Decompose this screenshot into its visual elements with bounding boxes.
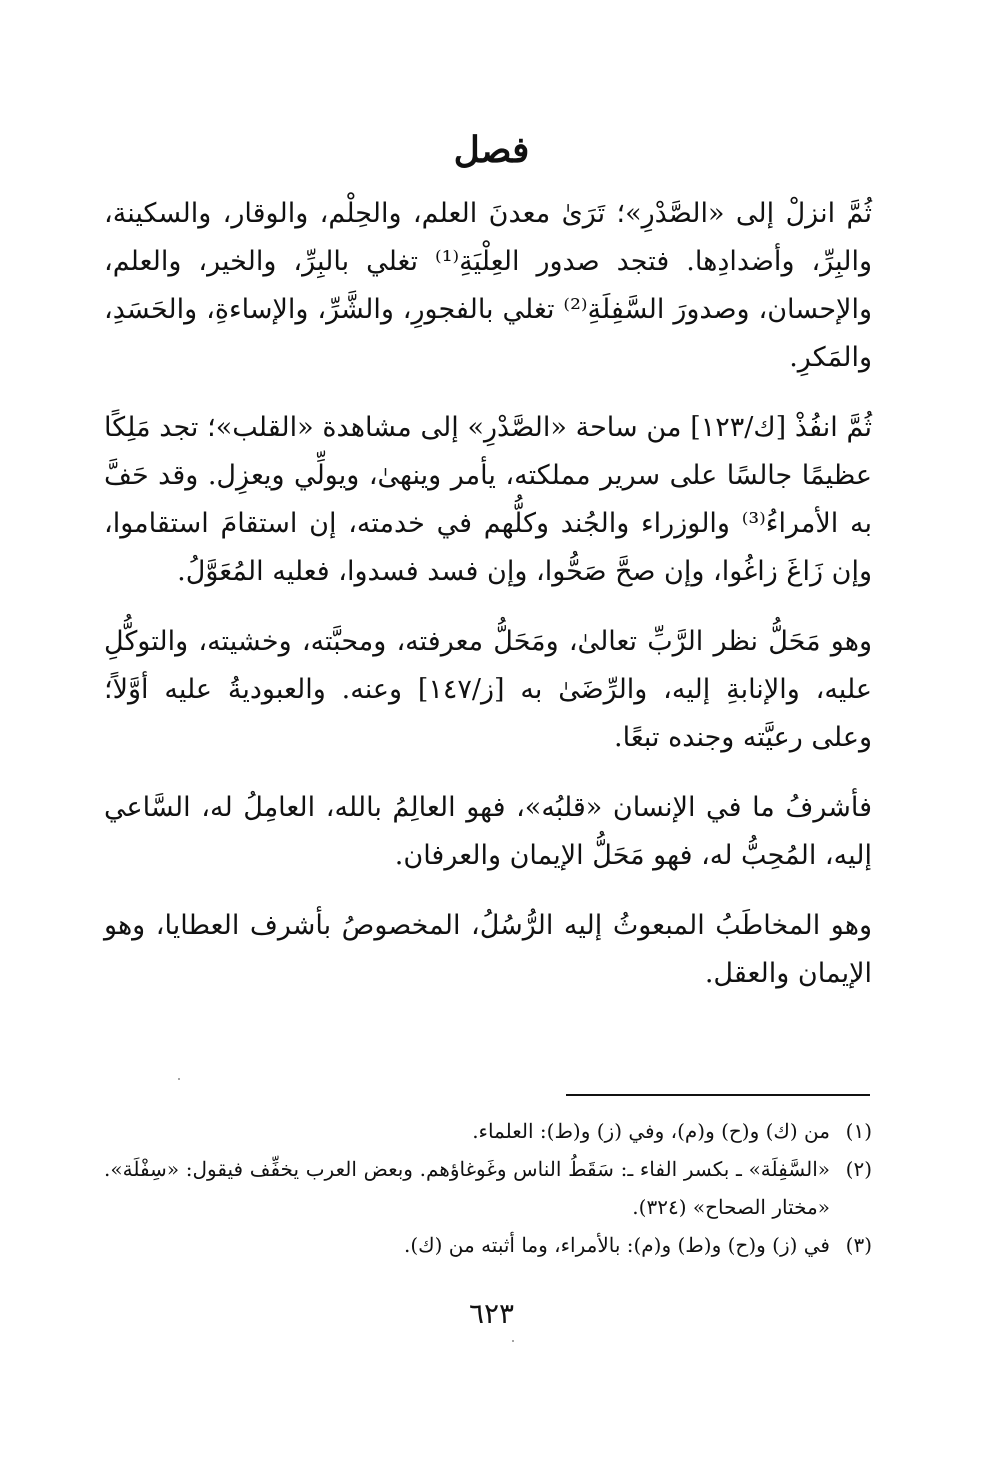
footnotes bbox=[104, 1112, 872, 1264]
footnote-number: (٢) bbox=[845, 1157, 872, 1181]
paragraph: وهو مَحَلُّ نظر الرَّبِّ تعالىٰ، ومَحَلُّ معرفته، ومحبَّته، وخشيته، والتوكُّلِ عليه، والإنابةِ إليه، والرِّضَىٰ به [ز/١٤٧] وعنه. والعبوديةُ عليه أوَّلاً؛ وعلى رعيَّته وجنده تبعًا. bbox=[104, 626, 872, 753]
footnote bbox=[104, 1226, 872, 1264]
footnote-text: «السَّفِلَة» ـ بكسر الفاء ـ: سَقَطُ الناس وغَوغاؤهم. وبعض العرب يخفِّف فيقول: «سِفْلَة». «مختار الصحاح» (٣٢٤). bbox=[104, 1157, 830, 1219]
paragraph: ثُمَّ انزلْ إلى «الصَّدْرِ»؛ تَرَىٰ معدنَ العلم، والحِلْم، والوقار، والسكينة، والبِرِّ، وأضدادِها. فتجد صدور العِلْيَةِ⁽¹⁾ تغلي بالبِرِّ، والخير، والعلم، والإحسان، وصدورَ السَّفِلَةِ⁽²⁾ تغلي بالفجورِ، والشَّرِّ، والإساءةِ، والحَسَدِ، والمَكرِ. bbox=[104, 198, 872, 373]
footnote bbox=[104, 1150, 872, 1226]
footnote-number: (١) bbox=[845, 1119, 872, 1143]
footnote-number: (٣) bbox=[845, 1233, 872, 1257]
paragraph: فأشرفُ ما في الإنسان «قلبُه»، فهو العالِمُ بالله، العامِلُ له، السَّاعي إليه، المُحِبُّ له، فهو مَحَلُّ الإيمان والعرفان. bbox=[104, 792, 872, 871]
footnote bbox=[104, 1112, 872, 1150]
page-number: ٦٢٣ bbox=[468, 1297, 515, 1330]
scan-speck bbox=[512, 1340, 514, 1342]
footnote-text: من (ك) و(ح) و(م)، وفي (ز) و(ط): العلماء. bbox=[472, 1119, 830, 1143]
paragraph: وهو المخاطَبُ المبعوثُ إليه الرُّسُلُ، المخصوصُ بأشرف العطايا، وهو الإيمان والعقل. bbox=[104, 910, 872, 989]
paragraph: ثُمَّ انفُذْ [ك/١٢٣] من ساحة «الصَّدْرِ» إلى مشاهدة «القلب»؛ تجد مَلِكًا عظيمًا جالسًا على سرير مملكته، يأمر وينهىٰ، ويولِّي ويعزِل. وقد حَفَّ به الأمراءُ⁽³⁾ والوزراء والجُند وكلُّهم في خدمته، إن استقامَ استقاموا، وإن زَاغَ زاغُوا، وإن صحَّ صَحُّوا، وإن فسد فسدوا، فعليه المُعَوَّلُ. bbox=[104, 412, 872, 587]
section-title: فصل bbox=[453, 129, 530, 171]
footnote-separator bbox=[566, 1094, 870, 1096]
footnote-text: في (ز) و(ح) و(ط) و(م): بالأمراء، وما أثبته من (ك). bbox=[403, 1233, 830, 1257]
main-text bbox=[104, 190, 872, 1020]
scan-speck bbox=[178, 1078, 180, 1080]
